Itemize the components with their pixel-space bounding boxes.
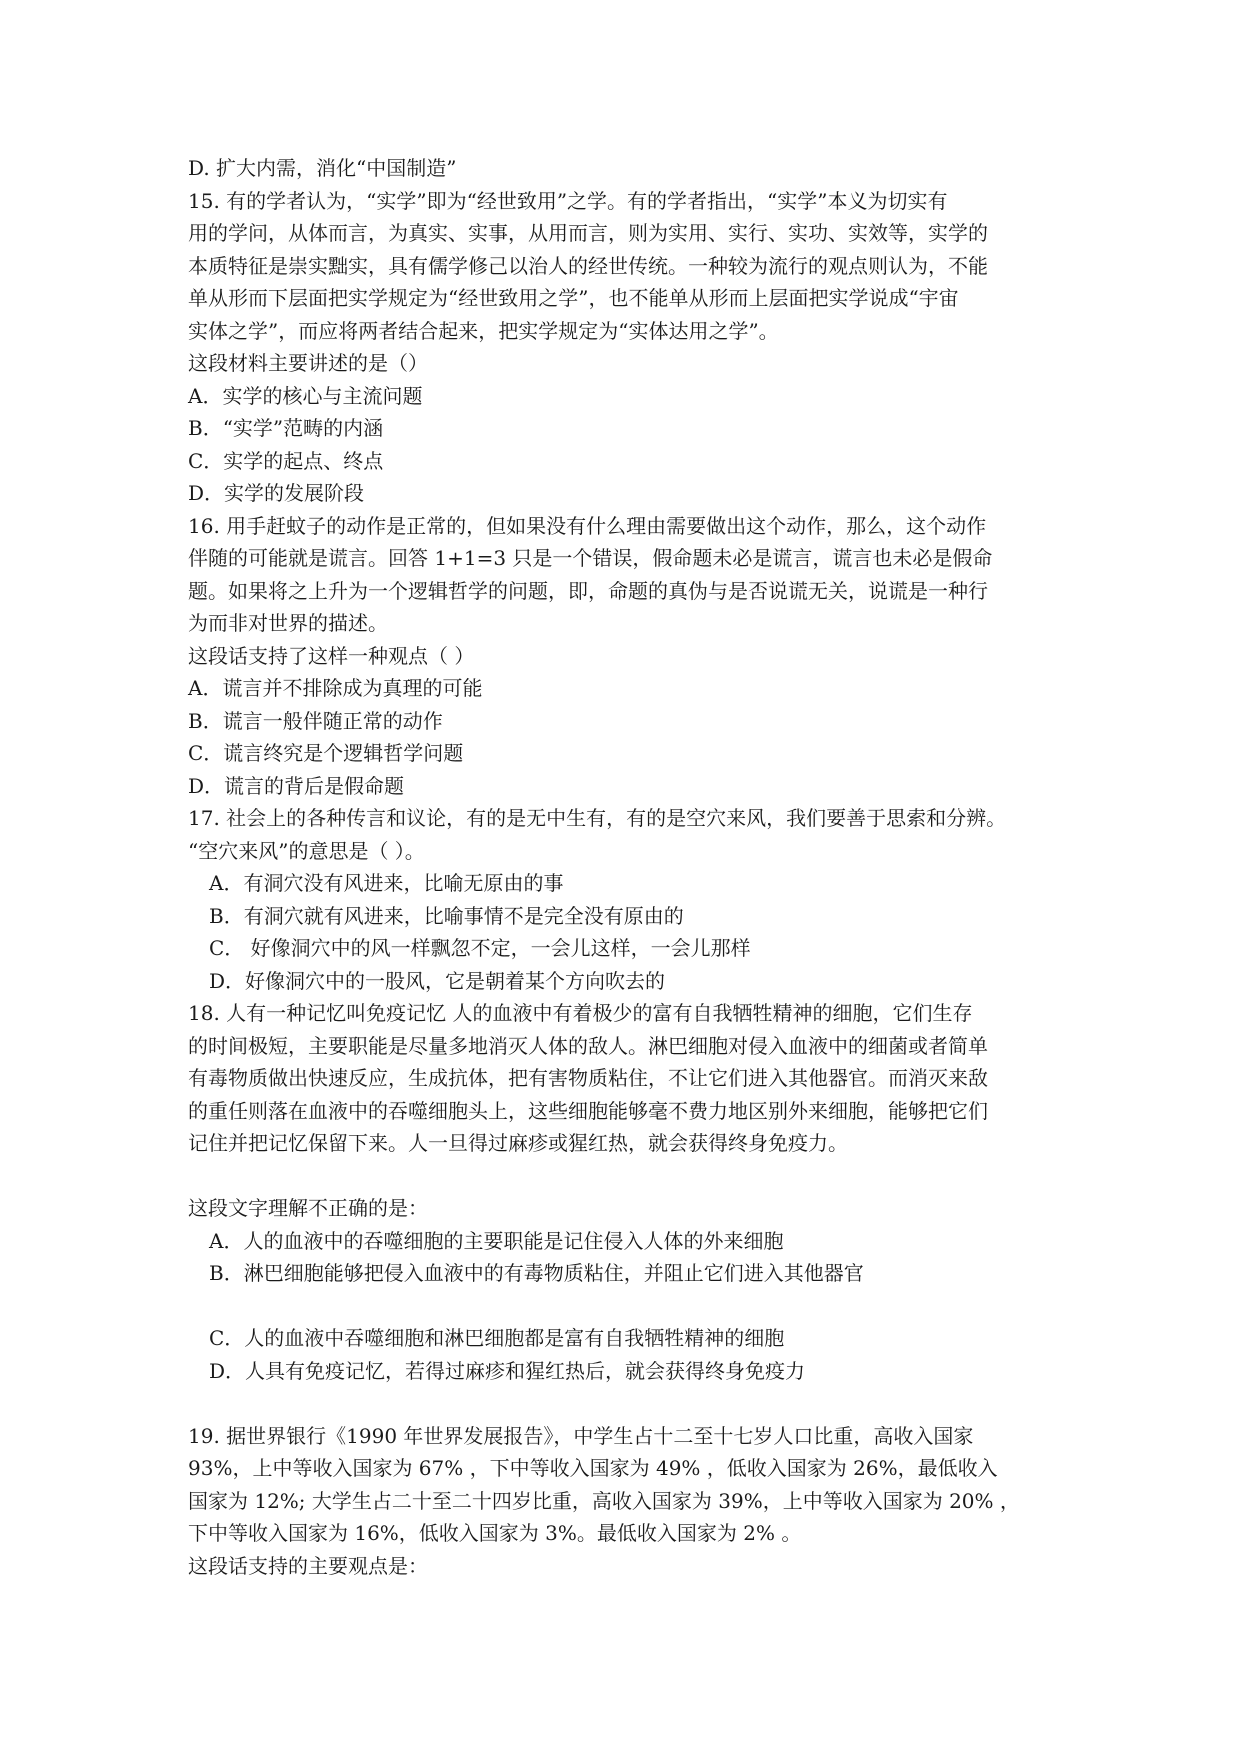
q18-option-b: B．淋巴细胞能够把侵入血液中的有毒物质粘住，并阻止它们进入其他器官 [209,1261,864,1285]
q15-stem-line-4: 单从形而下层面把实学规定为“经世致用之学”，也不能单从形而上层面把实学说成“宇宙 [188,286,959,310]
q18-stem-line-1: 18. 人有一种记忆叫免疫记忆 人的血液中有着极少的富有自我牺牲精神的细胞，它们生存 [188,1001,973,1025]
q15-option-a: A．实学的核心与主流问题 [188,383,423,408]
q17-stem-line-1: 17. 社会上的各种传言和议论，有的是无中生有，有的是空穴来风，我们要善于思索和分辨。 [188,806,1007,830]
q17-option-c: C． 好像洞穴中的风一样飘忽不定，一会儿这样，一会儿那样 [209,936,751,960]
q16-option-a: A．谎言并不排除成为真理的可能 [188,676,483,700]
q16-stem-line-4: 为而非对世界的描述。 [188,611,388,635]
q19-stem-line-4: 下中等收入国家为 16%，低收入国家为 3%。最低收入国家为 2% 。 [188,1521,802,1545]
q15-stem-line-2: 用的学问，从体而言，为真实、实事，从用而言，则为实用、实行、实功、实效等，实学的 [188,221,988,245]
q19-prompt: 这段话支持的主要观点是： [188,1553,428,1578]
q18-option-a: A．人的血液中的吞噬细胞的主要职能是记住侵入人体的外来细胞 [209,1228,784,1253]
q17-option-d: D．好像洞穴中的一股风，它是朝着某个方向吹去的 [209,968,666,993]
q16-stem-line-1: 16. 用手赶蚊子的动作是正常的，但如果没有什么理由需要做出这个动作，那么，这个动作 [188,513,987,538]
q18-prompt: 这段文字理解不正确的是： [188,1196,428,1220]
document-page [188,152,1068,1582]
q16-stem-line-3: 题。如果将之上升为一个逻辑哲学的问题，即，命题的真伪与是否说谎无关，说谎是一种行 [188,578,988,603]
q18-stem-line-2: 的时间极短，主要职能是尽量多地消灭人体的敌人。淋巴细胞对侵入血液中的细菌或者简单 [188,1033,988,1058]
q15-stem-line-1: 15. 有的学者认为，“实学”即为“经世致用”之学。有的学者指出，“实学”本义为切实有 [188,188,948,213]
q15-stem-line-5: 实体之学”，而应将两者结合起来，把实学规定为“实体达用之学”。 [188,318,779,343]
q19-stem-line-3: 国家为 12%; 大学生占二十至二十四岁比重，高收入国家为 39%，上中等收入国家为 20% ， [188,1488,1020,1513]
q15-option-c: C．实学的起点、终点 [188,448,384,473]
spacer [188,1160,1068,1193]
q16-option-b: B．谎言一般伴随正常的动作 [188,708,443,733]
q16-stem-line-2: 伴随的可能就是谎言。回答 1+1=3 只是一个错误，假命题未必是谎言，谎言也未必是假命 [188,546,993,570]
q18-option-c: C．人的血液中吞噬细胞和淋巴细胞都是富有自我牺牲精神的细胞 [209,1326,785,1350]
option-d-q14: D. 扩大内需，消化“中国制造” [188,156,457,180]
q15-stem-line-3: 本质特征是崇实黜实，具有儒学修己以治人的经世传统。一种较为流行的观点则认为，不能 [188,253,988,278]
q18-stem-line-4: 的重任则落在血液中的吞噬细胞头上，这些细胞能够毫不费力地区别外来细胞，能够把它们 [188,1098,988,1123]
q19-stem-line-2: 93%，上中等收入国家为 67% ，下中等收入国家为 49% ，低收入国家为 26%，最低收入 [188,1456,998,1480]
q18-option-d: D．人具有免疫记忆，若得过麻疹和猩红热后，就会获得终身免疫力 [209,1358,806,1383]
q15-option-b: B．“实学”范畴的内涵 [188,416,384,440]
q17-prompt: “空穴来风”的意思是（ ）。 [188,838,425,863]
q16-option-d: D．谎言的背后是假命题 [188,773,405,798]
q18-stem-line-3: 有毒物质做出快速反应，生成抗体，把有害物质粘住，不让它们进入其他器官。而消灭来敌 [188,1066,988,1090]
q16-prompt: 这段话支持了这样一种观点（ ） [188,643,475,668]
q18-stem-line-5: 记住并把记忆保留下来。人一旦得过麻疹或猩红热，就会获得终身免疫力。 [188,1131,848,1155]
spacer [188,1290,1068,1323]
spacer [188,1387,1068,1420]
q17-option-a: A．有洞穴没有风进来，比喻无原由的事 [209,871,564,895]
q15-prompt: 这段材料主要讲述的是（） [188,351,428,375]
q16-option-c: C．谎言终究是个逻辑哲学问题 [188,741,464,765]
q15-option-d: D．实学的发展阶段 [188,481,365,505]
q17-option-b: B．有洞穴就有风进来，比喻事情不是完全没有原由的 [209,903,684,928]
q19-stem-line-1: 19. 据世界银行《1990 年世界发展报告》，中学生占十二至十七岁人口比重，高收入国家 [188,1423,974,1448]
